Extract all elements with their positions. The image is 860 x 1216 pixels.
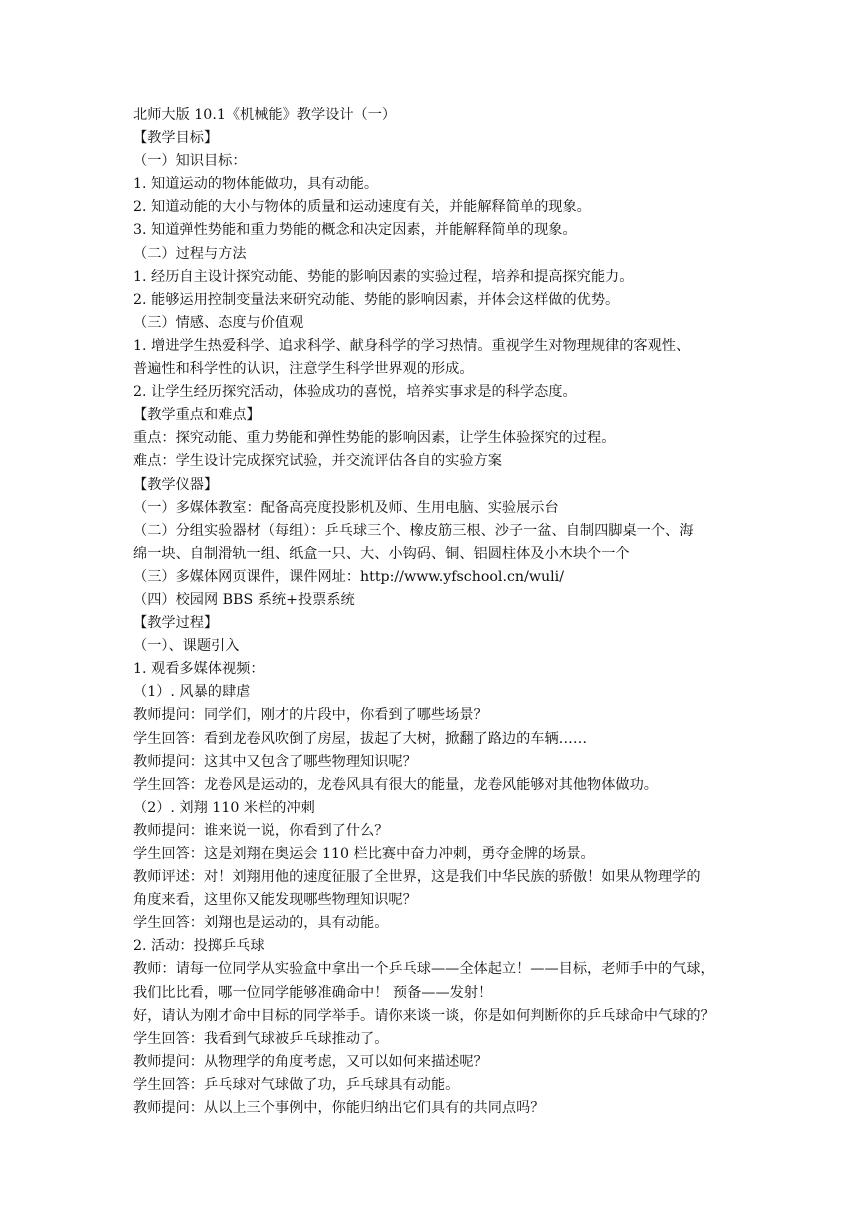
text-line: 学生回答：看到龙卷风吹倒了房屋，拔起了大树，掀翻了路边的车辆…… [133, 730, 588, 747]
text-line: 2. 能够运用控制变量法来研究动能、势能的影响因素，并体会这样做的优势。 [133, 291, 620, 308]
text-line: 绵一块、自制滑轨一组、纸盒一只、大、小钩码、铜、铝圆柱体及小木块个一个 [133, 545, 630, 562]
text-line: 角度来看，这里你又能发现哪些物理知识呢？ [133, 892, 417, 909]
text-line: 好，请认为刚才命中目标的同学举手。请你来谈一谈，你是如何判断你的乒乓球命中气球的？ [133, 1007, 715, 1024]
text-line: 2. 活动：投掷乒乓球 [133, 938, 265, 955]
text-line: 普遍性和科学性的认识，注意学生科学世界观的形成。 [133, 361, 474, 378]
text-line: （四）校园网 BBS 系统+投票系统 [133, 591, 355, 608]
text-line: 我们比比看，哪一位同学能够准确命中！ 预备——发射！ [133, 984, 493, 1001]
text-line: 1. 增进学生热爱科学、追求科学、献身科学的学习热情。重视学生对物理规律的客观性、 [133, 337, 691, 354]
text-line: （一）多媒体教室：配备高亮度投影机及师、生用电脑、实验展示台 [133, 499, 559, 516]
text-line: 教师提问：这其中又包含了哪些物理知识呢？ [133, 753, 417, 770]
text-line: 1. 经历自主设计探究动能、势能的影响因素的实验过程，培养和提高探究能力。 [133, 268, 634, 285]
text-line: 1. 观看多媒体视频： [133, 661, 265, 678]
text-line: 教师提问：同学们，刚才的片段中，你看到了哪些场景？ [133, 707, 488, 724]
text-line: 教师提问：谁来说一说，你看到了什么？ [133, 822, 389, 839]
text-line: 重点：探究动能、重力势能和弹性势能的影响因素，让学生体验探究的过程。 [133, 430, 616, 447]
text-line: （一）知识目标： [133, 153, 247, 170]
text-line: 教师提问：从物理学的角度考虑，又可以如何来描述呢？ [133, 1053, 488, 1070]
text-line: 2. 让学生经历探究活动，体验成功的喜悦，培养实事求是的科学态度。 [133, 384, 577, 401]
text-line: 学生回答：这是刘翔在奥运会 110 栏比赛中奋力冲刺，勇夺金牌的场景。 [133, 846, 595, 862]
text-line: 学生回答：龙卷风是运动的，龙卷风具有很大的能量，龙卷风能够对其他物体做功。 [133, 776, 658, 793]
text-line: 【教学重点和难点】 [133, 407, 261, 424]
document-page [133, 104, 733, 1120]
text-line: 1. 知道运动的物体能做功，具有动能。 [133, 176, 379, 193]
text-line: 教师评述：对！刘翔用他的速度征服了全世界，这是我们中华民族的骄傲！如果从物理学的 [133, 869, 701, 886]
text-line: 【教学仪器】 [133, 476, 219, 493]
text-line: （三）情感、态度与价值观 [133, 314, 304, 331]
text-line: 3. 知道弹性势能和重力势能的概念和决定因素，并能解释简单的现象。 [133, 222, 577, 239]
text-line: （二）过程与方法 [133, 245, 247, 262]
text-line: 2. 知道动能的大小与物体的质量和运动速度有关，并能解释简单的现象。 [133, 199, 591, 216]
text-line: （三）多媒体网页课件，课件网址：http://www.yfschool.cn/wuli/ [133, 568, 564, 585]
text-line: 教师：请每一位同学从实验盒中拿出一个乒乓球——全体起立！——目标，老师手中的气球， [133, 961, 715, 978]
text-line: （二）分组实验器材（每组）：乒乓球三个、橡皮筋三根、沙子一盆、自制四脚桌一个、海 [133, 522, 694, 539]
text-line: （一）、课题引入 [133, 638, 240, 655]
text-line: 教师提问：从以上三个事例中，你能归纳出它们具有的共同点吗？ [133, 1100, 545, 1117]
text-line: 学生回答：刘翔也是运动的，具有动能。 [133, 915, 389, 932]
text-line: 难点：学生设计完成探究试验，并交流评估各自的实验方案 [133, 453, 502, 470]
text-line: 【教学过程】 [133, 615, 219, 632]
text-line: （1）. 风暴的肆虐 [133, 684, 251, 701]
text-line: 北师大版 10.1《机械能》教学设计（一） [133, 107, 397, 123]
text-line: 【教学目标】 [133, 130, 219, 147]
text-line: 学生回答：我看到气球被乒乓球推动了。 [133, 1030, 389, 1047]
text-line: 学生回答：乒乓球对气球做了功，乒乓球具有动能。 [133, 1076, 460, 1093]
text-line: （2）. 刘翔 110 米栏的冲刺 [133, 799, 315, 816]
